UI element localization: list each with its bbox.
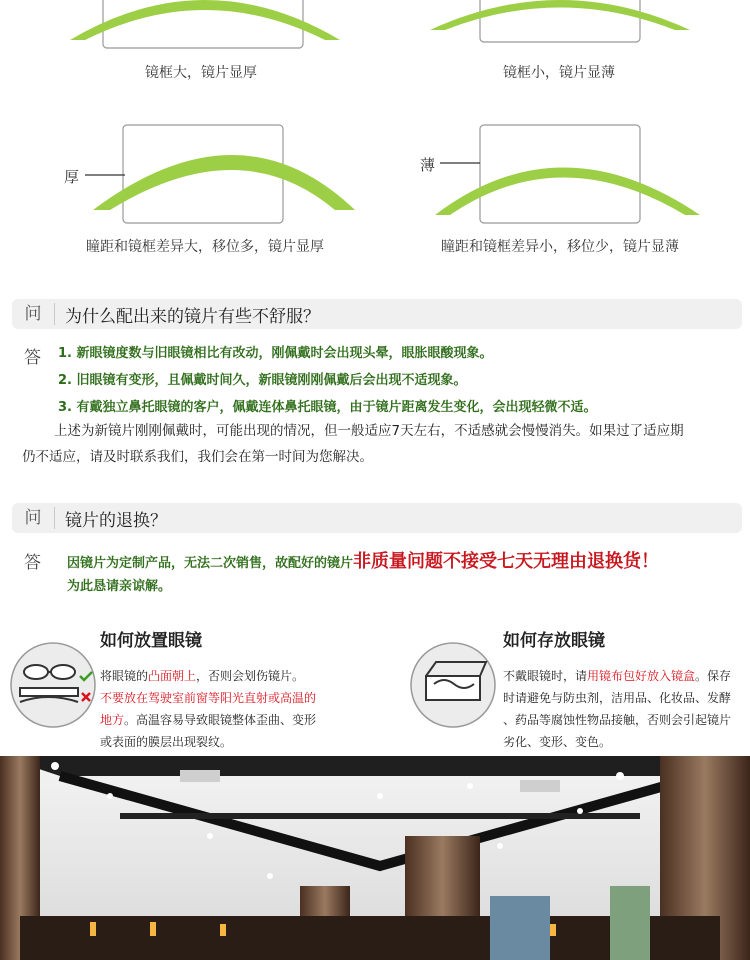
store-interior-photo	[0, 756, 750, 960]
placement-text	[100, 665, 340, 753]
placement-icon	[8, 640, 98, 730]
paragraph-line-1: 上述为新镜片刚刚佩戴时，可能出现的情况，但一般适应7天左右，不适感就会慢慢消失。如果过了适应期	[54, 423, 684, 439]
caption-small-frame: 镜框小，镜片显薄	[503, 65, 615, 81]
placement-title: 如何放置眼镜	[100, 631, 202, 651]
caption-large-frame: 镜框大，镜片显厚	[145, 65, 257, 81]
storage-text-3: 、药品等腐蚀性物品接触，否则会引起镜片	[503, 713, 732, 727]
answer-line-2: 2. 旧眼镜有变形，且佩戴时间久，新眼镜刚刚佩戴后会出现不适现象。	[58, 373, 467, 388]
answer-paragraph	[22, 418, 742, 470]
returns-apology: 为此恳请亲谅解。	[67, 579, 172, 594]
returns-policy-line	[67, 547, 659, 573]
caption-big-pd-difference: 瞳距和镜框差异大，移位多，镜片显厚	[86, 239, 324, 255]
caption-small-pd-difference: 瞳距和镜框差异小，移位少，镜片显薄	[441, 239, 679, 255]
question-title: 镜片的退换？	[65, 510, 167, 531]
question-mark: 问	[12, 303, 55, 325]
storage-text-4: 劣化、变形、变色。	[503, 735, 612, 749]
placement-text-1: 将眼镜的	[100, 669, 149, 683]
question-mark: 问	[12, 507, 55, 529]
diagram-small-pd-difference	[435, 120, 725, 230]
diagram-big-pd-difference	[80, 120, 370, 230]
diagram-small-frame	[425, 0, 715, 55]
returns-policy-warning: 非质量问题不接受七天无理由退换货！	[353, 551, 660, 572]
question-bar-discomfort	[12, 299, 742, 329]
label-thin: 薄	[420, 156, 436, 174]
storage-text-2: 时请避免与防虫剂，洁用品、化妆品、发酵	[503, 691, 732, 705]
storage-case-icon	[408, 640, 498, 730]
placement-text-3-highlight: 地方	[100, 713, 125, 727]
placement-text-1-end: ，否则会划伤镜片。	[196, 669, 305, 683]
answer-line-3: 3. 有戴独立鼻托眼镜的客户，佩戴连体鼻托眼镜，由于镜片距离发生变化，会出现轻微不适。	[58, 400, 597, 415]
diagram-large-frame	[60, 0, 350, 55]
question-title: 为什么配出来的镜片有些不舒服？	[65, 306, 320, 327]
placement-text-4: 或表面的膜层出现裂纹。	[100, 735, 233, 749]
placement-text-1-highlight: 凸面朝上	[148, 669, 197, 683]
answer-mark: 答	[24, 553, 41, 573]
returns-policy-text: 因镜片为定制产品，无法二次销售，故配好的镜片	[67, 556, 354, 571]
storage-text	[503, 665, 743, 753]
answer-mark: 答	[24, 348, 41, 368]
storage-text-1-highlight: 用镜布包好放入镜盒	[587, 669, 696, 683]
label-thick: 厚	[64, 168, 80, 186]
placement-text-2: 不要放在驾驶室前窗等阳光直射或高温的	[100, 691, 317, 705]
placement-text-3: 。高温容易导致眼镜整体歪曲、变形	[124, 713, 317, 727]
answer-line-1: 1. 新眼镜度数与旧眼镜相比有改动，刚佩戴时会出现头晕，眼胀眼酸现象。	[58, 346, 493, 361]
paragraph-line-2: 仍不适应，请及时联系我们，我们会在第一时间为您解决。	[22, 449, 373, 465]
storage-text-1: 不戴眼镜时，请	[503, 669, 588, 683]
question-bar-returns	[12, 503, 742, 533]
storage-text-1-end: 。保存	[695, 669, 732, 683]
storage-title: 如何存放眼镜	[503, 631, 605, 651]
